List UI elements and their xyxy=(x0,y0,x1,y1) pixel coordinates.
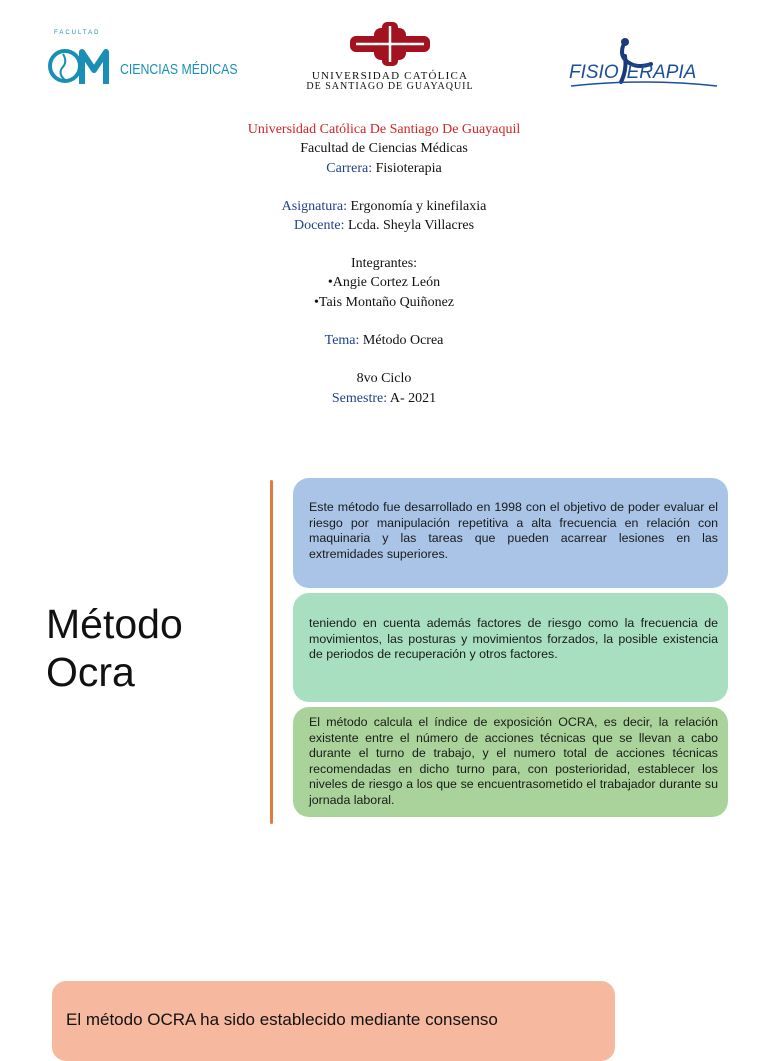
semester-line xyxy=(0,391,768,407)
subject-label: Asignatura: xyxy=(281,199,347,214)
divider-line xyxy=(270,480,273,824)
topic-value: Método Ocrea xyxy=(359,333,444,348)
university-logo xyxy=(262,20,518,92)
fisioterapia-logo xyxy=(565,34,725,94)
career-value: Fisioterapia xyxy=(372,161,442,176)
member-item: •Angie Cortez León xyxy=(327,275,441,290)
semester-value: A- 2021 xyxy=(387,391,437,406)
university-name: Universidad Católica De Santiago De Guayaquil xyxy=(247,122,521,137)
consensus-box xyxy=(52,981,615,1061)
semester-label: Semestre: xyxy=(331,391,388,406)
teacher-label: Docente: xyxy=(293,218,345,233)
info-box-factors: teniendo en cuenta además factores de riesgo como la frecuencia de movimientos, las posturas y movimientos forzados, la posible existencia de periodos de recuperación y otros factores. xyxy=(293,593,728,702)
subject-line xyxy=(0,199,768,215)
career-label: Carrera: xyxy=(326,161,373,176)
section-title-line2: Ocra xyxy=(46,649,135,695)
faculty-logo-small-text: FACULTAD xyxy=(54,30,101,36)
info-box-index: El método calcula el índice de exposición OCRA, es decir, la relación existente entre el número de acciones técnicas que se llevan a cabo durante el turno de trabajo, y el numero total de acciones técnicas recomendadas en dicho turno para, con posterioridad, establecer los niveles de riesgo a los que se encuentrasometido el trabajador durante su jornada laboral. xyxy=(293,707,728,817)
topic-label: Tema: xyxy=(324,333,360,348)
fisioterapia-logo-text xyxy=(569,62,696,84)
university-logo-line1: UNIVERSIDAD CATÓLICA xyxy=(311,70,469,82)
teacher-value: Lcda. Sheyla Villacres xyxy=(344,218,475,233)
section-title-line1: Método xyxy=(46,601,183,647)
career-line xyxy=(0,161,768,177)
members-label: Integrantes: xyxy=(350,256,418,271)
fisioterapia-logo-left: FISIO xyxy=(569,62,619,83)
fisioterapia-logo-right: ERAPIA xyxy=(626,62,697,83)
consensus-text: El método OCRA ha sido establecido mediante consenso xyxy=(66,1010,498,1029)
topic-line xyxy=(0,333,768,349)
section-title xyxy=(46,600,183,696)
member-item: •Tais Montaño Quiñonez xyxy=(313,295,454,310)
faculty-logo xyxy=(48,28,238,98)
cycle: 8vo Ciclo xyxy=(356,371,412,386)
cm-monogram-icon xyxy=(48,40,114,94)
faculty-name: Facultad de Ciencias Médicas xyxy=(300,141,468,156)
subject-value: Ergonomía y kinefilaxia xyxy=(347,199,487,214)
university-cross-icon xyxy=(346,20,434,68)
university-logo-line2: DE SANTIAGO DE GUAYAQUIL xyxy=(306,81,474,92)
faculty-logo-name: CIENCIAS MÉDICAS xyxy=(120,61,238,78)
info-box-origin: Este método fue desarrollado en 1998 con el objetivo de poder evaluar el riesgo por manipulación repetitiva a alta frecuencia en relación con maquinaria y las tareas que pueden acarrear lesiones en las extremidades superiores. xyxy=(293,478,728,588)
teacher-line xyxy=(0,218,768,234)
